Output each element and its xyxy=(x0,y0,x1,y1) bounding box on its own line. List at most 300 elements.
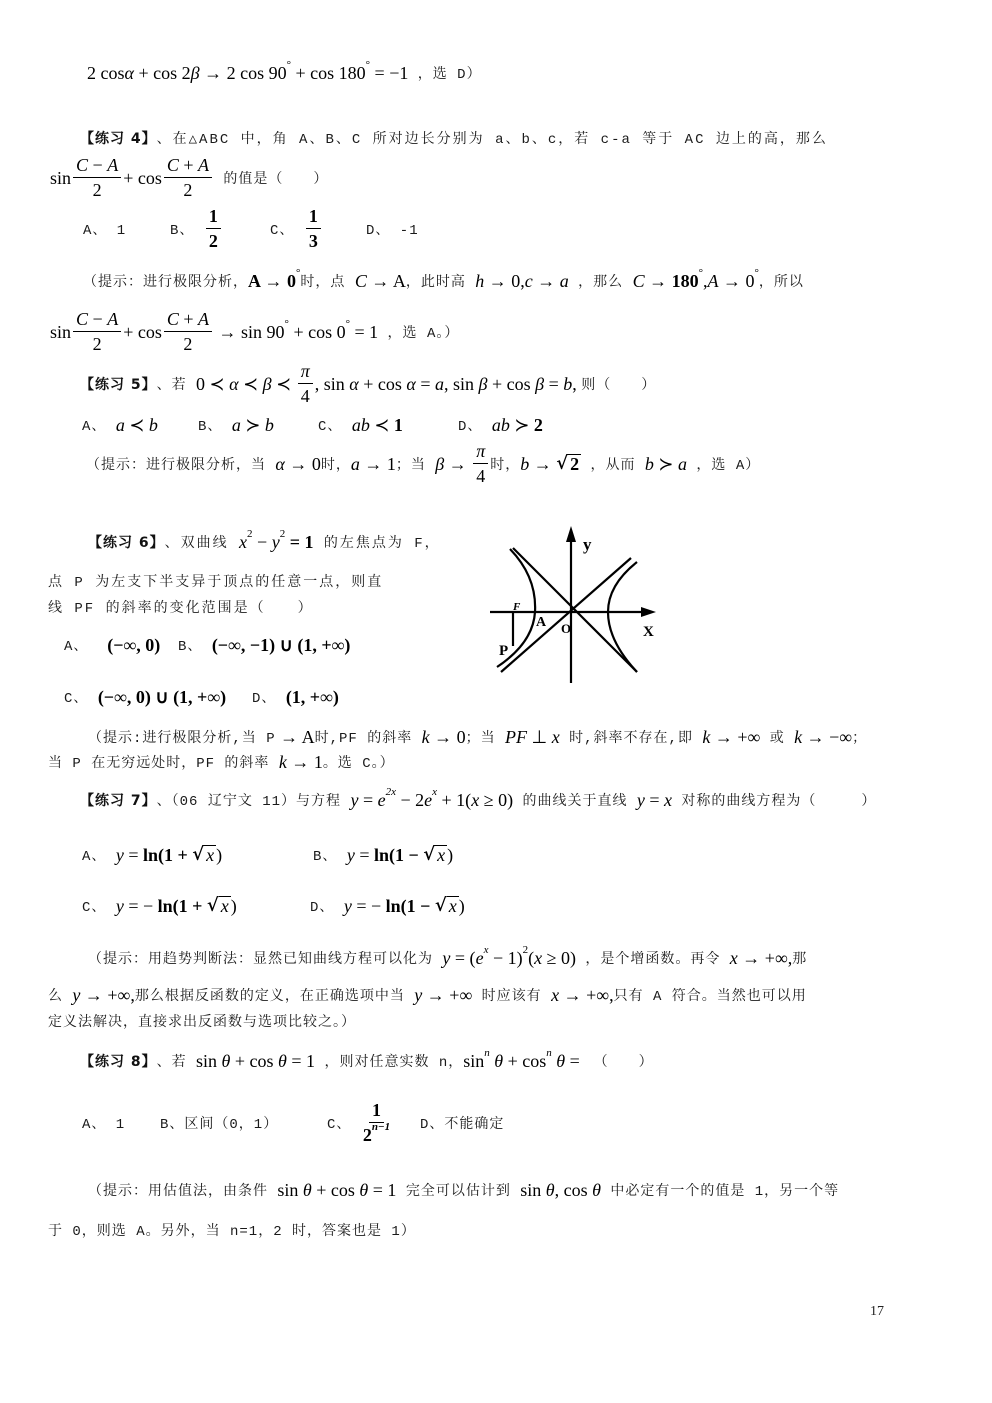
math-text: sin xyxy=(520,1179,546,1200)
math-text: → +∞, xyxy=(737,947,793,968)
option-c-text xyxy=(327,1100,392,1146)
radical-sign-icon: √ xyxy=(434,895,447,916)
superscript-variable: x xyxy=(483,944,489,956)
math-variable: a xyxy=(678,453,688,474)
math-text: + cos xyxy=(123,167,162,188)
math-text: = − xyxy=(123,895,158,916)
option-d-text xyxy=(310,896,465,917)
radical-sign-icon: √ xyxy=(192,844,205,865)
superscript-variable: n xyxy=(546,1047,552,1059)
text-segment: 的左焦点为 F， xyxy=(313,536,441,552)
radical-sign-icon: √ xyxy=(423,844,436,865)
math-text: − xyxy=(88,309,108,329)
superscript: 2 xyxy=(279,528,286,540)
math-text: = xyxy=(354,844,374,865)
exercise-8-stem xyxy=(156,1047,654,1072)
math-variable: β xyxy=(435,453,445,474)
math-text: 2 xyxy=(92,334,102,354)
text-segment: 时， xyxy=(320,458,351,474)
math-text: + cos xyxy=(230,1050,279,1071)
superscript-variable: 2x xyxy=(385,786,396,798)
math-text: → +∞, xyxy=(80,984,135,1005)
exercise-7-label: 【练习 7】 xyxy=(80,793,157,809)
option-d-text xyxy=(366,219,419,239)
option-c-text xyxy=(270,206,323,252)
exercise-6-label: 【练习 6】 xyxy=(88,535,165,551)
x-axis-label: X xyxy=(643,624,654,640)
math-text: , xyxy=(572,373,582,394)
text-segment: ；当 xyxy=(465,731,506,747)
text-segment: ，选 A） xyxy=(687,458,761,474)
hint-text xyxy=(48,985,807,1006)
exercise-6-stem xyxy=(48,571,383,591)
math-text: + xyxy=(178,155,199,175)
text-segment: B、区间（0，1） xyxy=(160,1117,279,1133)
option-b-text xyxy=(170,206,223,252)
math-text: → 0 xyxy=(718,270,755,291)
exercise-4-expression-text xyxy=(50,155,328,201)
text-segment: （提示：用估值法，由条件 xyxy=(88,1184,278,1200)
math-text: → −∞ xyxy=(802,726,853,747)
math-variable: x xyxy=(220,896,229,916)
math-variable: A xyxy=(707,270,719,291)
superscript-variable: x xyxy=(432,786,438,798)
text-segment: ，选 A。） xyxy=(378,326,460,342)
radicand xyxy=(435,845,447,864)
fraction xyxy=(73,309,121,355)
text-segment: 线 PF 的斜率的变化范围是（ ） xyxy=(48,601,314,617)
math-variable: b xyxy=(563,373,573,394)
math-text-bold: = 1 xyxy=(285,531,314,552)
math-text-bold: 2 xyxy=(208,231,218,251)
math-text: + cos xyxy=(123,321,162,342)
text-segment: 对称的曲线方程为（ ） xyxy=(672,794,877,810)
math-text: → 0, xyxy=(484,270,525,291)
math-variable: C xyxy=(76,155,89,175)
text-segment: 时，点 xyxy=(300,275,355,291)
math-text: → +∞, xyxy=(559,984,614,1005)
math-variable: y xyxy=(343,895,352,916)
option-b-text xyxy=(313,845,453,866)
text-segment: 、若 xyxy=(156,1055,197,1071)
math-text: , sin xyxy=(314,373,350,394)
fraction-numerator xyxy=(206,206,221,229)
math-variable: α xyxy=(275,453,285,474)
fraction-denominator xyxy=(93,332,102,355)
math-variable: x xyxy=(729,947,738,968)
math-text: 4 xyxy=(476,466,486,486)
math-variable: x xyxy=(448,896,457,916)
fraction xyxy=(164,155,212,201)
exercise-5-label: 【练习 5】 xyxy=(80,377,157,393)
math-text: + xyxy=(178,309,199,329)
math-variable: x xyxy=(664,789,673,810)
radicand xyxy=(568,454,581,473)
text-segment: （提示：用趋势判断法：显然已知曲线方程可以化为 xyxy=(88,952,443,968)
fraction-numerator xyxy=(73,155,121,178)
radicand xyxy=(204,845,216,864)
hyperbola-figure xyxy=(480,515,670,695)
math-variable: θ xyxy=(221,1050,231,1071)
exercise-6-stem xyxy=(48,597,314,617)
fraction-denominator xyxy=(209,229,218,252)
math-variable: θ xyxy=(489,1050,504,1071)
text-segment: 时， xyxy=(490,458,521,474)
math-text: → +∞ xyxy=(710,726,761,747)
option-b-text xyxy=(160,1113,278,1133)
superscript: ° xyxy=(284,318,289,330)
text-segment: C、 xyxy=(327,1117,361,1133)
text-segment: D、 -1 xyxy=(366,223,419,239)
math-text: = 1 xyxy=(286,1050,316,1071)
math-text: ) xyxy=(230,895,237,916)
math-text: ≺ xyxy=(238,373,263,394)
math-text: sin xyxy=(196,1050,222,1071)
math-variable: β xyxy=(262,373,272,394)
text-segment: 完全可以估计到 xyxy=(396,1184,521,1200)
math-text: = −1 xyxy=(370,62,409,83)
math-text-bold: (1, +∞) xyxy=(285,686,339,707)
math-text: → 1 xyxy=(286,751,323,772)
math-text: → A xyxy=(275,726,315,747)
math-variable: ab xyxy=(491,414,510,435)
math-text: → 1 xyxy=(359,453,396,474)
text-segment: 那么根据反函数的定义，在正确选项中当 xyxy=(134,989,415,1005)
math-text: = xyxy=(644,789,665,810)
text-segment: B、 xyxy=(198,419,232,435)
math-variable: α xyxy=(349,373,359,394)
text-segment: B、 xyxy=(313,849,347,865)
math-variable: h xyxy=(475,270,485,291)
math-text-bold: ln(1 + xyxy=(142,844,193,865)
text-segment: ； xyxy=(852,731,868,747)
math-variable: k xyxy=(702,726,711,747)
math-text: ) xyxy=(458,895,465,916)
math-variable: C xyxy=(76,309,89,329)
math-text: 2 xyxy=(92,180,102,200)
option-c-text xyxy=(318,415,403,436)
math-variable: a xyxy=(115,414,125,435)
option-c-text xyxy=(64,687,226,708)
math-variable: x xyxy=(551,984,560,1005)
text-segment: C、 xyxy=(64,691,98,707)
text-segment: ，选 D） xyxy=(408,67,482,83)
math-text: = ( xyxy=(450,947,476,968)
math-variable: x xyxy=(534,947,543,968)
square-root xyxy=(435,896,459,916)
text-segment: D、 xyxy=(252,691,286,707)
option-d-text xyxy=(252,687,339,708)
math-variable: x xyxy=(239,531,248,552)
math-text-bold: 1 xyxy=(371,1100,381,1120)
fraction-numerator xyxy=(164,155,212,178)
math-text-bold: 1 xyxy=(393,414,403,435)
math-text-bold: 1 xyxy=(208,206,218,226)
y-axis-arrow-icon xyxy=(566,526,576,542)
text-segment: 、在△ABC 中，角 A、B、C 所对边长分别为 a、b、c，若 c-a 等于 AC 边上的高，那么 xyxy=(156,132,828,148)
exercise-8-label: 【练习 8】 xyxy=(80,1054,157,1070)
text-segment: C、 xyxy=(318,419,352,435)
asymptote-line xyxy=(513,548,637,672)
math-text: , xyxy=(703,270,708,291)
fraction xyxy=(73,155,121,201)
math-text: ≥ 0) xyxy=(479,789,514,810)
hint-text xyxy=(88,1180,839,1201)
math-text: sin xyxy=(277,1179,303,1200)
square-root xyxy=(423,845,447,865)
hint-text xyxy=(48,1011,356,1031)
text-segment: C、 xyxy=(270,223,304,239)
superscript: ° xyxy=(345,318,350,330)
page-number: 17 xyxy=(870,1304,884,1319)
math-variable: C xyxy=(632,270,645,291)
math-text-bold: ln(1 − xyxy=(373,844,424,865)
text-segment: 、（06 辽宁文 11）与方程 xyxy=(156,794,351,810)
math-variable: θ xyxy=(302,1179,312,1200)
text-segment: 时,PF 的斜率 xyxy=(314,731,422,747)
text-segment: 则（ ） xyxy=(581,378,657,394)
option-b-text xyxy=(198,415,274,436)
math-variable: e xyxy=(377,789,386,810)
text-segment: ，所以 xyxy=(758,275,804,291)
math-variable: α xyxy=(124,62,134,83)
math-variable: b xyxy=(264,414,274,435)
math-text: + cos xyxy=(487,373,536,394)
text-segment: 当 P 在无穷远处时，PF 的斜率 xyxy=(48,756,279,772)
math-text: → xyxy=(532,270,560,291)
fraction-denominator xyxy=(183,178,192,201)
math-text: ) xyxy=(447,844,454,865)
math-variable: e xyxy=(475,947,484,968)
math-variable: x xyxy=(437,845,446,865)
text-segment: A、 xyxy=(82,849,116,865)
math-variable: π xyxy=(300,361,310,381)
fraction-denominator xyxy=(93,178,102,201)
math-variable: y xyxy=(115,895,124,916)
text-segment: D、 xyxy=(310,900,344,916)
text-segment: 的值是（ ） xyxy=(214,172,329,188)
math-text-bold: A → 0 xyxy=(248,270,297,291)
math-variable: β xyxy=(535,373,545,394)
text-segment: （提示：进行极限分析， xyxy=(83,275,248,291)
math-text: → 0 xyxy=(284,453,321,474)
fraction-denominator xyxy=(183,332,192,355)
math-variable: β xyxy=(478,373,488,394)
math-text: + cos xyxy=(503,1050,547,1071)
exercise-4-stem xyxy=(157,128,828,148)
text-segment: （提示:进行极限分析,当 P xyxy=(88,731,276,747)
focus-f-label: F xyxy=(513,601,521,613)
exercise-7-stem xyxy=(156,786,877,811)
math-variable: y xyxy=(346,844,355,865)
math-variable: y xyxy=(115,844,124,865)
fraction-numerator xyxy=(73,309,121,332)
math-text: → +∞ xyxy=(422,984,473,1005)
math-text: = xyxy=(565,1050,585,1071)
exercise-5-stem xyxy=(157,361,657,407)
math-variable: x xyxy=(206,845,215,865)
fraction xyxy=(164,309,212,355)
option-d-text xyxy=(420,1113,504,1133)
fraction xyxy=(363,1100,390,1146)
math-variable: a xyxy=(559,270,569,291)
carryover-hint-text xyxy=(87,59,482,84)
math-variable: x xyxy=(551,726,560,747)
exercise-6-stem xyxy=(164,528,441,553)
text-segment: 时,斜率不存在,即 xyxy=(559,731,703,747)
math-variable: k xyxy=(794,726,803,747)
text-segment: 中必定有一个的值是 1，另一个等 xyxy=(600,1184,840,1200)
math-variable: A xyxy=(198,309,210,329)
math-variable: y xyxy=(350,789,359,810)
math-text: ⊥ xyxy=(527,726,552,747)
math-text: , sin xyxy=(444,373,479,394)
hint-text xyxy=(48,752,395,773)
math-text: sin xyxy=(463,1050,485,1071)
superscript: ° xyxy=(365,59,371,71)
math-text: + cos xyxy=(311,1179,360,1200)
text-segment: D、不能确定 xyxy=(420,1117,505,1133)
math-text: − xyxy=(88,155,108,175)
math-variable: a xyxy=(231,414,241,435)
superscript: 2 xyxy=(522,944,529,956)
superscript: ° xyxy=(754,267,759,279)
text-segment: ，那么 xyxy=(568,275,633,291)
hint-text xyxy=(83,267,804,292)
math-variable: k xyxy=(278,751,287,772)
text-segment: （ ） xyxy=(584,1055,654,1071)
math-variable: θ xyxy=(545,1179,555,1200)
x-axis-arrow-icon xyxy=(641,607,656,617)
text-segment: 、若 xyxy=(156,378,197,394)
fraction-denominator xyxy=(476,464,485,487)
fraction xyxy=(473,441,488,487)
math-text: → xyxy=(444,453,472,474)
math-text: − 1) xyxy=(488,947,523,968)
math-text: ≺ xyxy=(369,414,394,435)
text-segment: A、 xyxy=(82,419,116,435)
square-root xyxy=(207,896,231,916)
math-variable: C xyxy=(354,270,367,291)
math-text-bold: 2 xyxy=(570,454,580,474)
math-text: = − xyxy=(351,895,386,916)
square-root xyxy=(192,845,216,865)
superscript: ° xyxy=(296,267,301,279)
option-c-text xyxy=(82,896,237,917)
math-variable: π xyxy=(476,441,486,461)
hint-text xyxy=(86,441,760,487)
y-axis-label: y xyxy=(583,535,592,554)
math-variable: y xyxy=(72,984,81,1005)
math-text: + cos 2 xyxy=(133,62,191,83)
math-variable: C xyxy=(166,155,179,175)
math-text-bold: (−∞, 0) ∪ (1, +∞) xyxy=(97,686,227,707)
math-text: = xyxy=(415,373,435,394)
math-text: sin xyxy=(50,321,72,342)
text-segment: 于 0，则选 A。另外，当 n=1，2 时，答案也是 1） xyxy=(48,1224,416,1240)
math-variable: β xyxy=(190,62,200,83)
superscript-variable: n−1 xyxy=(371,1121,391,1133)
text-segment: 。选 C。） xyxy=(322,756,395,772)
square-root xyxy=(556,454,581,474)
math-variable: y xyxy=(414,984,423,1005)
point-p-label: P xyxy=(499,643,509,659)
math-text-bold: ln(1 + xyxy=(157,895,207,916)
text-segment: ，从而 xyxy=(581,458,645,474)
option-a-text xyxy=(82,1113,125,1133)
fraction-numerator xyxy=(306,206,321,229)
math-variable: C xyxy=(166,309,179,329)
math-text: sin xyxy=(50,167,72,188)
text-segment: 么 xyxy=(48,989,73,1005)
text-segment: A、 1 xyxy=(83,223,127,239)
math-variable: b xyxy=(520,453,530,474)
fraction-numerator xyxy=(298,361,313,384)
text-segment: B、 xyxy=(178,639,212,655)
text-segment: ，则对任意实数 n， xyxy=(315,1055,464,1071)
math-text: ≺ xyxy=(271,373,296,394)
math-text: → sin 90 xyxy=(214,321,285,342)
radical-sign-icon: √ xyxy=(556,453,569,474)
fraction xyxy=(306,206,321,252)
fraction xyxy=(298,361,313,407)
text-segment: 定义法解决，直接求出反函数与选项比较之。） xyxy=(48,1015,356,1031)
superscript-variable: n xyxy=(484,1047,490,1059)
text-segment: 点 P 为左支下半支异于顶点的任意一点，则直 xyxy=(48,575,384,591)
math-variable: a xyxy=(350,453,360,474)
math-variable: y xyxy=(442,947,451,968)
math-text: 4 xyxy=(300,386,310,406)
text-segment: 只有 A 符合。当然也可以用 xyxy=(613,989,807,1005)
hint-text xyxy=(48,1220,416,1240)
text-segment: 那 xyxy=(792,952,808,968)
math-text: = xyxy=(358,789,378,810)
math-text-bold: (−∞, −1) ∪ (1, +∞) xyxy=(211,634,351,655)
math-text: 2 cos xyxy=(87,62,125,83)
math-variable: α xyxy=(229,373,239,394)
math-text: → xyxy=(529,453,557,474)
math-variable: y xyxy=(271,531,280,552)
fraction-denominator xyxy=(309,229,318,252)
math-text: + cos xyxy=(358,373,407,394)
math-variable: k xyxy=(421,726,430,747)
math-variable: b xyxy=(644,453,654,474)
fraction-numerator xyxy=(473,441,488,464)
text-segment: B、 xyxy=(170,223,204,239)
math-text: = xyxy=(123,844,143,865)
text-segment: ，是个增函数。再令 xyxy=(575,952,730,968)
math-variable: α xyxy=(406,373,416,394)
text-segment: 时应该有 xyxy=(472,989,552,1005)
math-text: ) xyxy=(216,844,223,865)
text-segment: A、 xyxy=(64,639,108,655)
math-text: = xyxy=(544,373,564,394)
option-d-text xyxy=(458,415,543,436)
math-variable: ab xyxy=(351,414,370,435)
math-text: → 2 cos 90 xyxy=(199,62,287,83)
math-text-bold: (−∞, 0) xyxy=(107,634,161,655)
math-text: = 1 xyxy=(368,1179,397,1200)
math-text: , cos xyxy=(554,1179,593,1200)
math-text: ≻ xyxy=(653,453,679,474)
math-variable: θ xyxy=(359,1179,369,1200)
math-text: 2 xyxy=(183,334,193,354)
radicand xyxy=(219,896,231,915)
math-text: + 1( xyxy=(437,789,472,810)
vertex-a-label: A xyxy=(536,615,547,630)
math-text-bold: 3 xyxy=(308,231,318,251)
superscript: 2 xyxy=(247,528,253,540)
